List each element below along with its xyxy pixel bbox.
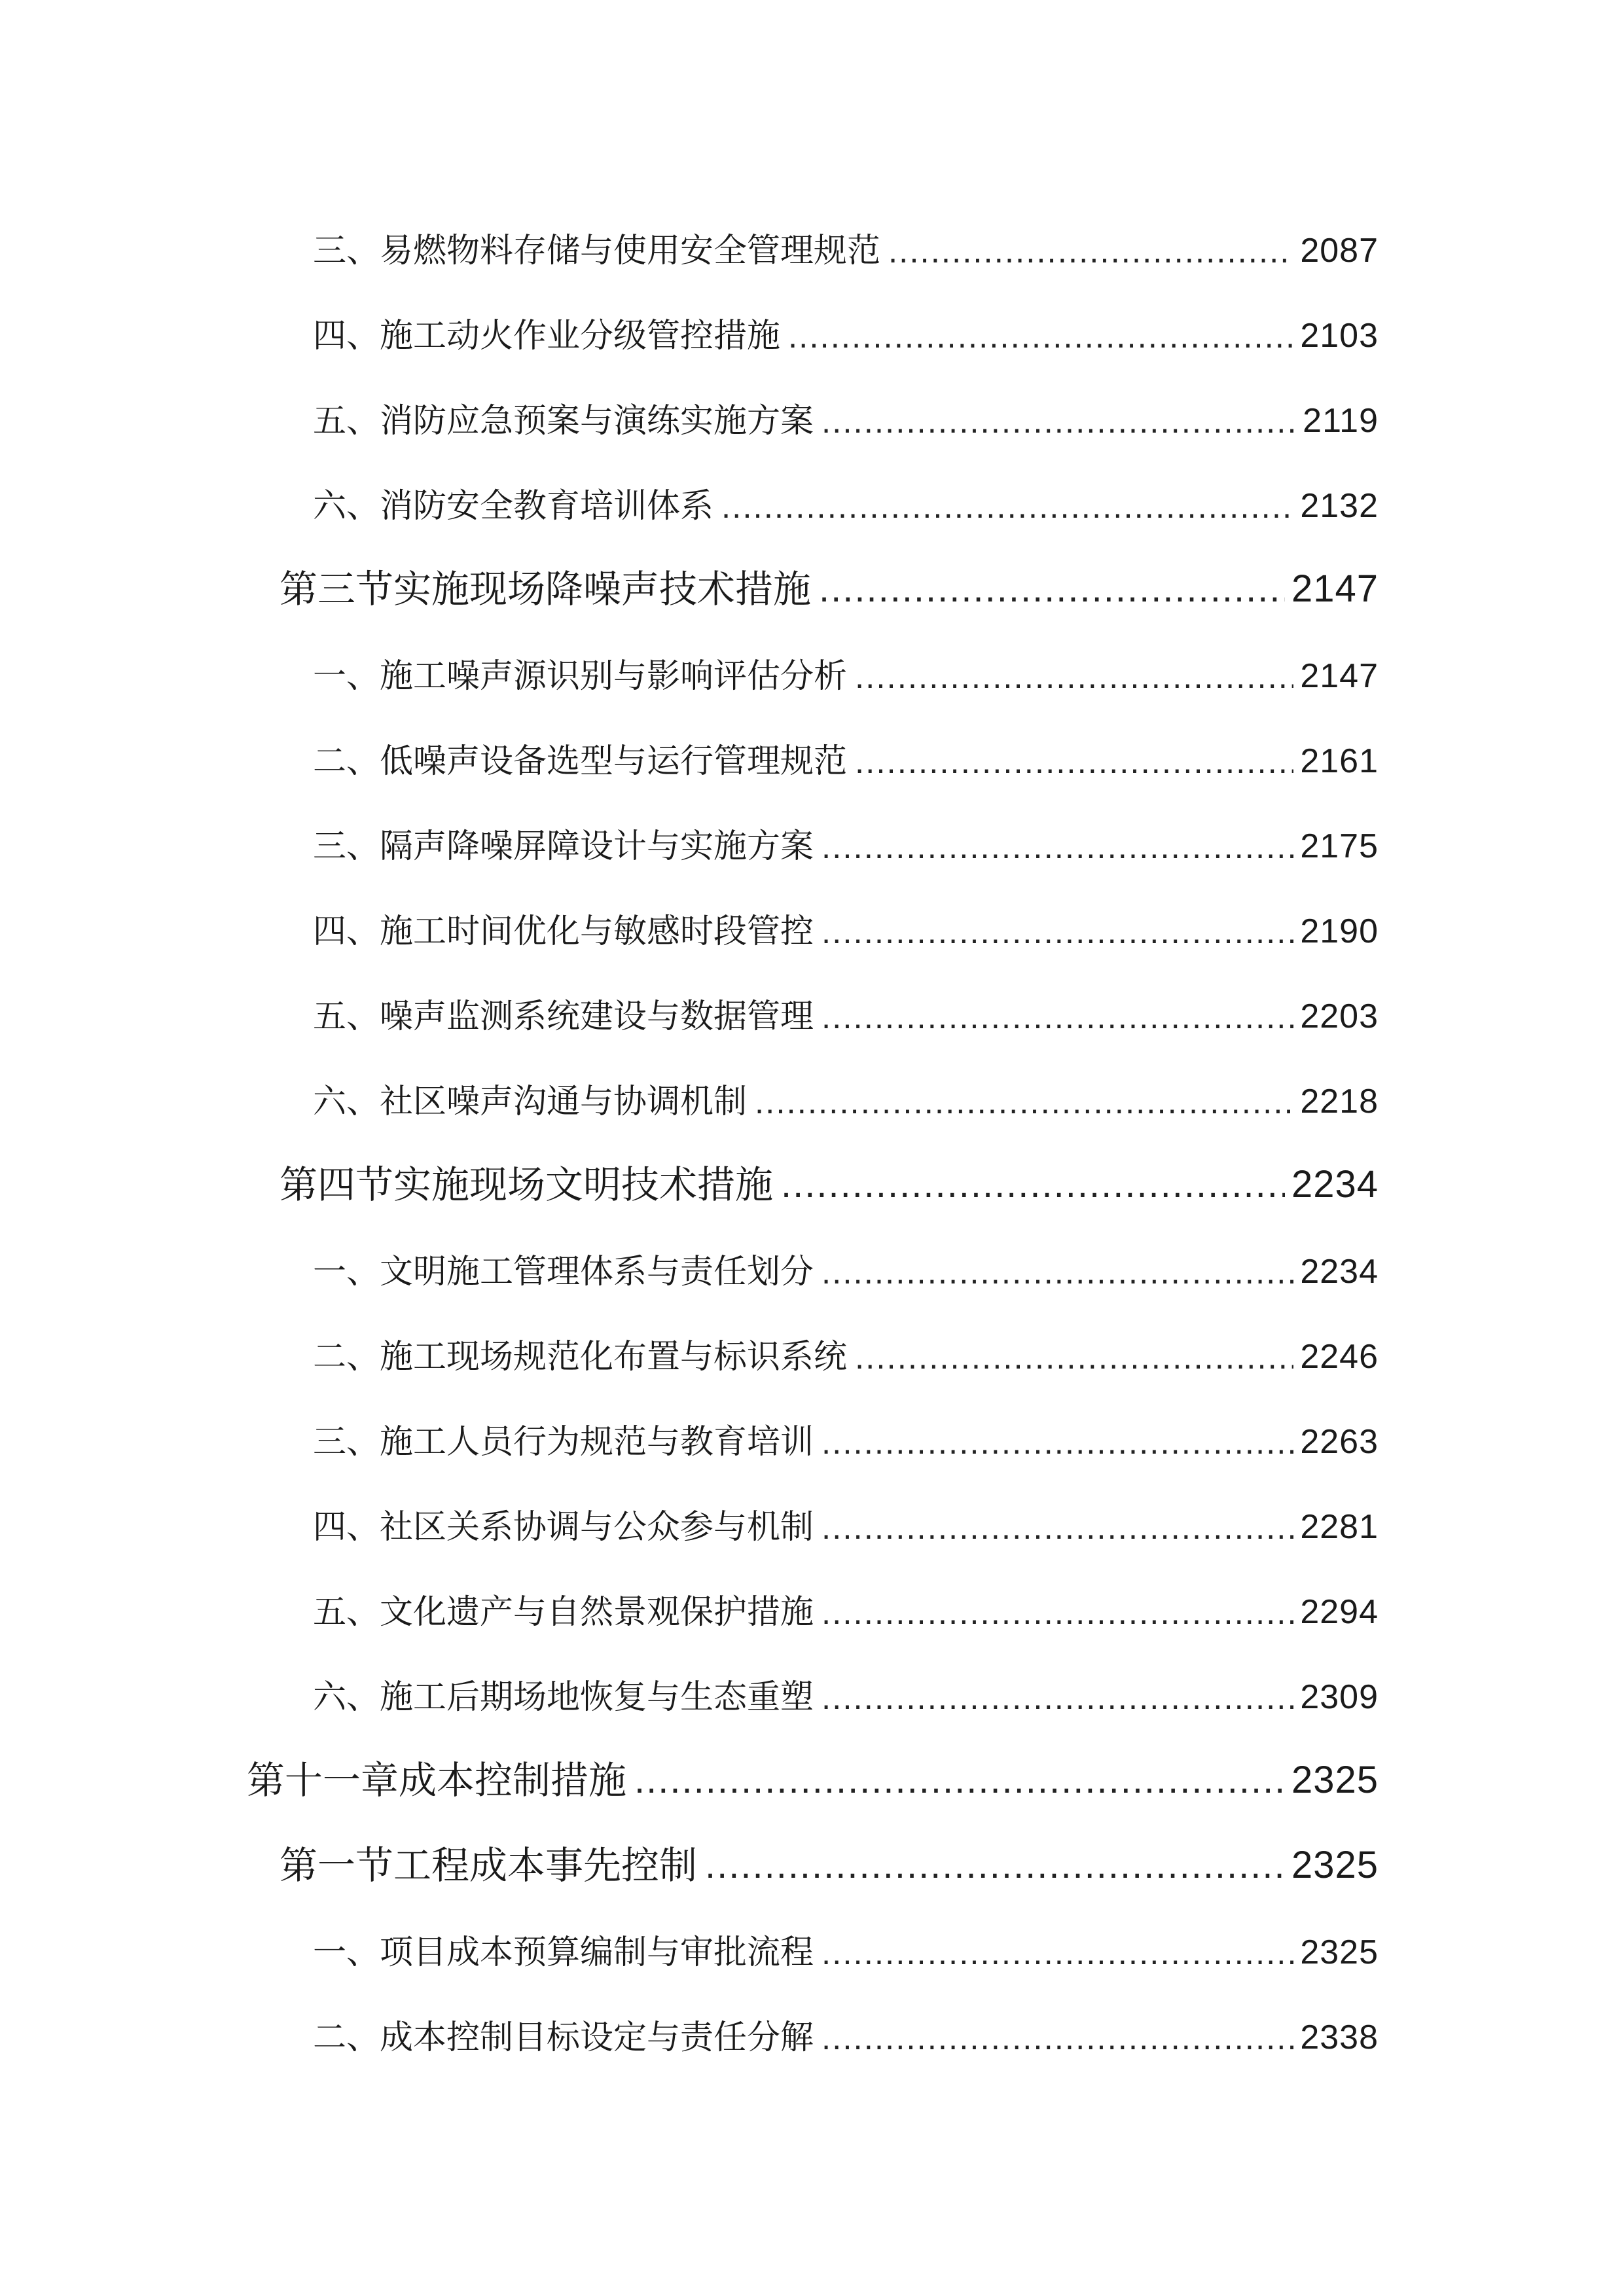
toc-entry-section[interactable] <box>280 1829 1379 1888</box>
toc-dot-leader <box>855 745 1293 778</box>
toc-dot-leader <box>781 1166 1285 1204</box>
toc-dot-leader <box>888 234 1293 268</box>
toc-entry-title: 一、文明施工管理体系与责任划分 <box>313 1253 814 1291</box>
toc-entry[interactable] <box>313 1659 1379 1717</box>
toc-dot-leader <box>855 1340 1293 1374</box>
toc-entry-page: 2263 <box>1300 1423 1379 1461</box>
toc-dot-leader <box>821 404 1296 438</box>
toc-entry-title: 一、项目成本预算编制与审批流程 <box>313 1933 814 1972</box>
toc-entry-page: 2338 <box>1300 2018 1379 2056</box>
toc-entry[interactable] <box>313 1914 1379 1972</box>
toc-entry[interactable] <box>313 213 1379 268</box>
toc-entry-title: 三、施工人员行为规范与教育培训 <box>313 1423 814 1462</box>
toc-entry-page: 2218 <box>1300 1083 1379 1121</box>
toc-entry-title: 第十一章成本控制措施 <box>247 1758 627 1803</box>
toc-entry[interactable] <box>313 1574 1379 1632</box>
toc-entry-title: 一、施工噪声源识别与影响评估分析 <box>313 657 848 696</box>
toc-entry-page: 2147 <box>1300 657 1379 695</box>
toc-entry-title: 三、易燃物料存储与使用安全管理规范 <box>313 232 881 270</box>
toc-dot-leader <box>705 1846 1285 1884</box>
toc-entry-title: 四、施工时间优化与敏感时段管控 <box>313 912 814 951</box>
toc-entry-page: 2175 <box>1300 827 1379 865</box>
toc-entry-title: 五、消防应急预案与演练实施方案 <box>313 402 814 440</box>
toc-entry-title: 第四节实施现场文明技术措施 <box>280 1162 774 1207</box>
toc-dot-leader <box>821 1681 1293 1714</box>
toc-entry-page: 2087 <box>1300 232 1379 270</box>
toc-dot-leader <box>821 830 1293 863</box>
toc-dot-leader <box>819 570 1285 608</box>
toc-entry-title: 二、施工现场规范化布置与标识系统 <box>313 1338 848 1376</box>
toc-entry[interactable] <box>313 1489 1379 1547</box>
toc-entry-page: 2325 <box>1300 1933 1379 1971</box>
toc-entry-page: 2325 <box>1291 1759 1379 1801</box>
toc-entry-page: 2246 <box>1300 1338 1379 1376</box>
toc-entry-title: 四、施工动火作业分级管控措施 <box>313 317 781 355</box>
toc-entry-section[interactable] <box>280 553 1379 611</box>
toc-entry-page: 2147 <box>1291 567 1379 610</box>
toc-entry-page: 2294 <box>1300 1593 1379 1631</box>
toc-entry-page: 2309 <box>1300 1678 1379 1716</box>
toc-dot-leader <box>821 1426 1293 1459</box>
toc-entry[interactable] <box>313 2000 1379 2057</box>
toc-dot-leader <box>788 319 1293 353</box>
toc-entry[interactable] <box>313 1319 1379 1374</box>
toc-entry[interactable] <box>313 978 1379 1036</box>
toc-dot-leader <box>855 660 1293 693</box>
toc-dot-leader <box>821 1936 1293 1969</box>
toc-entry-page: 2132 <box>1300 487 1379 525</box>
toc-entry-title: 六、社区噪声沟通与协调机制 <box>313 1083 748 1121</box>
toc-entry-title: 六、消防安全教育培训体系 <box>313 487 714 526</box>
toc-entry-title: 五、噪声监测系统建设与数据管理 <box>313 997 814 1036</box>
toc-entry-page: 2119 <box>1303 402 1379 440</box>
toc-entry-section[interactable] <box>280 1149 1379 1207</box>
toc-entry[interactable] <box>313 1234 1379 1289</box>
toc-entry-page: 2234 <box>1300 1253 1379 1291</box>
toc-entry[interactable] <box>313 298 1379 353</box>
toc-entry-page: 2161 <box>1300 742 1379 780</box>
toc-entry-title: 五、文化遗产与自然景观保护措施 <box>313 1593 814 1632</box>
toc-dot-leader <box>821 1596 1293 1629</box>
toc-entry[interactable] <box>313 638 1379 696</box>
toc-entry-page: 2281 <box>1300 1508 1379 1546</box>
toc-entry-title: 二、成本控制目标设定与责任分解 <box>313 2018 814 2057</box>
toc-entry-title: 第三节实施现场降噪声技术措施 <box>280 567 812 611</box>
toc-entry[interactable] <box>313 468 1379 526</box>
toc-entry[interactable] <box>313 1064 1379 1119</box>
toc-dot-leader <box>821 2021 1293 2054</box>
toc-entry-title: 六、施工后期场地恢复与生态重塑 <box>313 1678 814 1717</box>
toc-dot-leader <box>721 490 1293 523</box>
toc-entry-page: 2234 <box>1291 1163 1379 1206</box>
toc-entry[interactable] <box>313 808 1379 866</box>
toc-entry-chapter[interactable] <box>247 1744 1379 1803</box>
toc-entry-page: 2203 <box>1300 997 1379 1035</box>
toc-dot-leader <box>821 915 1293 948</box>
toc-entry-title: 四、社区关系协调与公众参与机制 <box>313 1508 814 1547</box>
toc-dot-leader <box>821 1255 1293 1289</box>
toc-entry[interactable] <box>313 1404 1379 1462</box>
toc-entry-page: 2190 <box>1300 912 1379 950</box>
toc-entry-title: 二、低噪声设备选型与运行管理规范 <box>313 742 848 781</box>
toc-dot-leader <box>821 1511 1293 1544</box>
toc-entry-title: 三、隔声降噪屏障设计与实施方案 <box>313 827 814 866</box>
toc-entry[interactable] <box>313 893 1379 951</box>
toc-entry-page: 2103 <box>1300 317 1379 355</box>
toc-entry-page: 2325 <box>1291 1844 1379 1886</box>
toc-entry-title: 第一节工程成本事先控制 <box>280 1843 698 1888</box>
toc-dot-leader <box>634 1761 1285 1799</box>
toc-dot-leader <box>821 1000 1293 1033</box>
toc-dot-leader <box>755 1085 1293 1119</box>
toc-entry[interactable] <box>313 383 1379 438</box>
toc-entry[interactable] <box>313 723 1379 781</box>
